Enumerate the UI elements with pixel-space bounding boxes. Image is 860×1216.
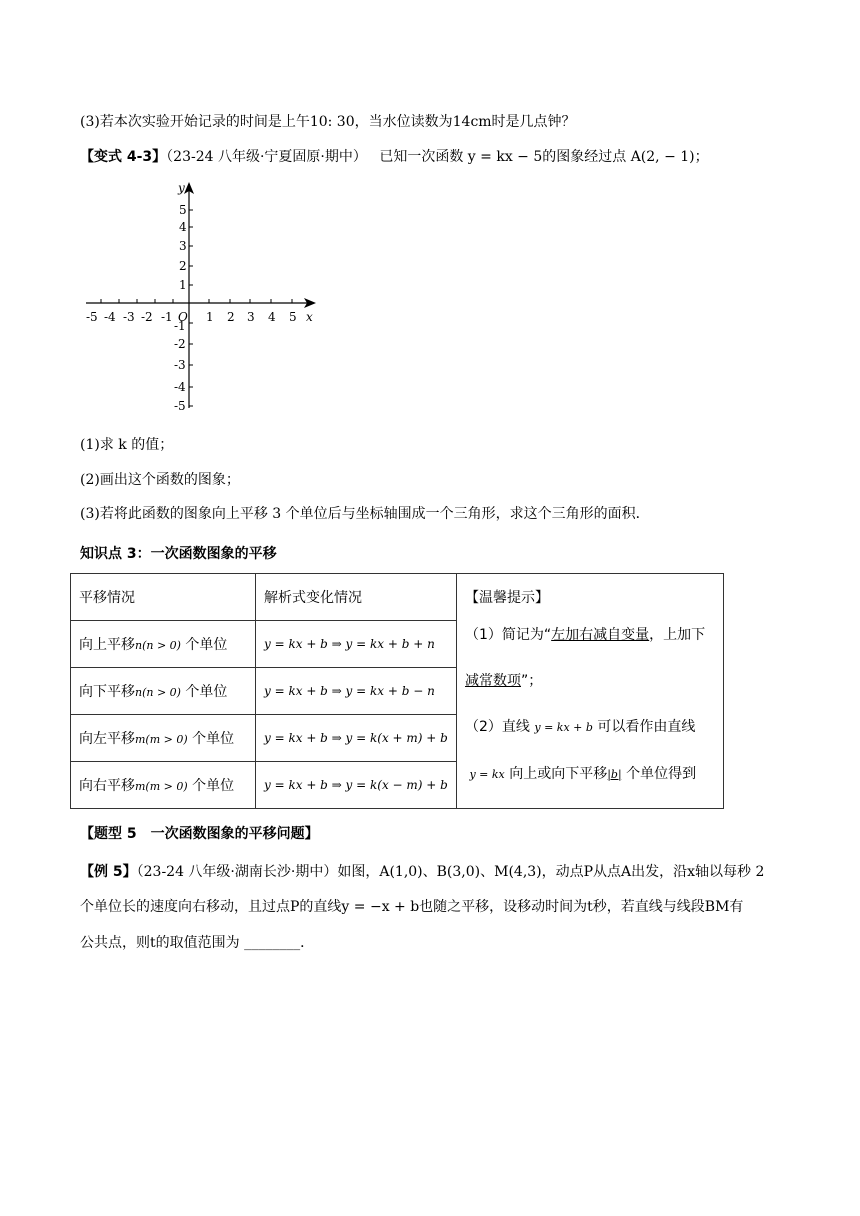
formula-cell: y = kx + b ⇒ y = k(x − m) + b <box>256 762 457 809</box>
x-tick-label: -5 <box>86 310 98 324</box>
case-cell: 向左平移m(m > 0) 个单位 <box>71 715 256 762</box>
x-tick-label: 1 <box>206 310 214 324</box>
x-tick-label: 4 <box>268 310 276 324</box>
y-tick-label: 3 <box>179 239 187 253</box>
header-cell: 解析式变化情况 <box>256 574 457 621</box>
hint-2: （2）直线 y = kx + b 可以看作由直线 <box>465 719 696 735</box>
variant-label: 【变式 4-3】 <box>80 149 167 165</box>
x-tick-label: 2 <box>227 310 235 324</box>
example-line-3: 公共点，则t的取值范围为 ________． <box>80 935 315 951</box>
hint-3: y = kx 向上或向下平移|b| 个单位得到 <box>469 766 697 782</box>
y-tick-label: -5 <box>174 399 186 413</box>
variant-source: （23-24 八年级·宁夏固原·期中） <box>166 149 367 165</box>
variant-header <box>80 146 709 166</box>
y-tick-label: -2 <box>174 337 186 351</box>
y-tick-label: 1 <box>179 278 187 292</box>
x-axis-label: x <box>306 310 313 324</box>
question-3: (3)若本次实验开始记录的时间是上午10: 30，当水位读数为14cm时是几点钟？ <box>80 114 576 130</box>
hint-1-cont: 减常数项”； <box>465 673 543 689</box>
case-cell: 向上平移n(n > 0) 个单位 <box>71 621 256 668</box>
knowledge-title: 知识点 3：一次函数图象的平移 <box>80 546 277 562</box>
example-line-1: 【例 5】（23-24 八年级·湖南长沙·期中）如图，A(1,0)、B(3,0)、M(4,3)，动点P从点A出发，沿x轴以每秒 2 <box>80 864 765 880</box>
y-tick-label: -3 <box>174 358 186 372</box>
y-tick-label: 4 <box>179 220 187 234</box>
hint-cell <box>457 574 724 809</box>
x-tick-label: 5 <box>289 310 297 324</box>
header-cell: 平移情况 <box>71 574 256 621</box>
x-tick-label: -3 <box>123 310 135 324</box>
x-tick-label: 3 <box>247 310 255 324</box>
x-tick-label: -4 <box>104 310 116 324</box>
y-tick-label: 2 <box>179 259 187 273</box>
y-tick-label: -1 <box>174 319 186 333</box>
y-tick-label: 5 <box>179 203 187 217</box>
hint-title: 【温馨提示】 <box>465 590 549 606</box>
formula-cell: y = kx + b ⇒ y = kx + b − n <box>256 668 457 715</box>
x-tick-label: -1 <box>161 310 173 324</box>
formula-cell: y = kx + b ⇒ y = k(x + m) + b <box>256 715 457 762</box>
y-axis-label: y <box>178 181 185 195</box>
type-title: 【题型 5 一次函数图象的平移问题】 <box>80 826 319 842</box>
example-line-2: 个单位长的速度向右移动，且过点P的直线y = −x + b也随之平移，设移动时间为t秒，若直线与线段BM有 <box>80 899 744 915</box>
sub-question-3: (3)若将此函数的图象向上平移 3 个单位后与坐标轴围成一个三角形，求这个三角形的面积． <box>80 506 650 522</box>
case-cell: 向右平移m(m > 0) 个单位 <box>71 762 256 809</box>
coordinate-axes <box>82 178 322 418</box>
formula-cell: y = kx + b ⇒ y = kx + b + n <box>256 621 457 668</box>
x-tick-label: -2 <box>141 310 153 324</box>
sub-question-2: (2)画出这个函数的图象； <box>80 472 240 488</box>
origin-label: O <box>178 310 188 324</box>
sub-question-1: (1)求 k 的值； <box>80 437 174 453</box>
y-tick-label: -4 <box>174 380 186 394</box>
translation-table <box>70 573 724 809</box>
case-cell: 向下平移n(n > 0) 个单位 <box>71 668 256 715</box>
hint-1: （1）简记为“左加右减自变量，上加下 <box>465 627 706 643</box>
table-header-row <box>71 574 724 621</box>
variant-text: 已知一次函数 y = kx − 5的图象经过点 A(2, − 1)； <box>379 149 709 165</box>
